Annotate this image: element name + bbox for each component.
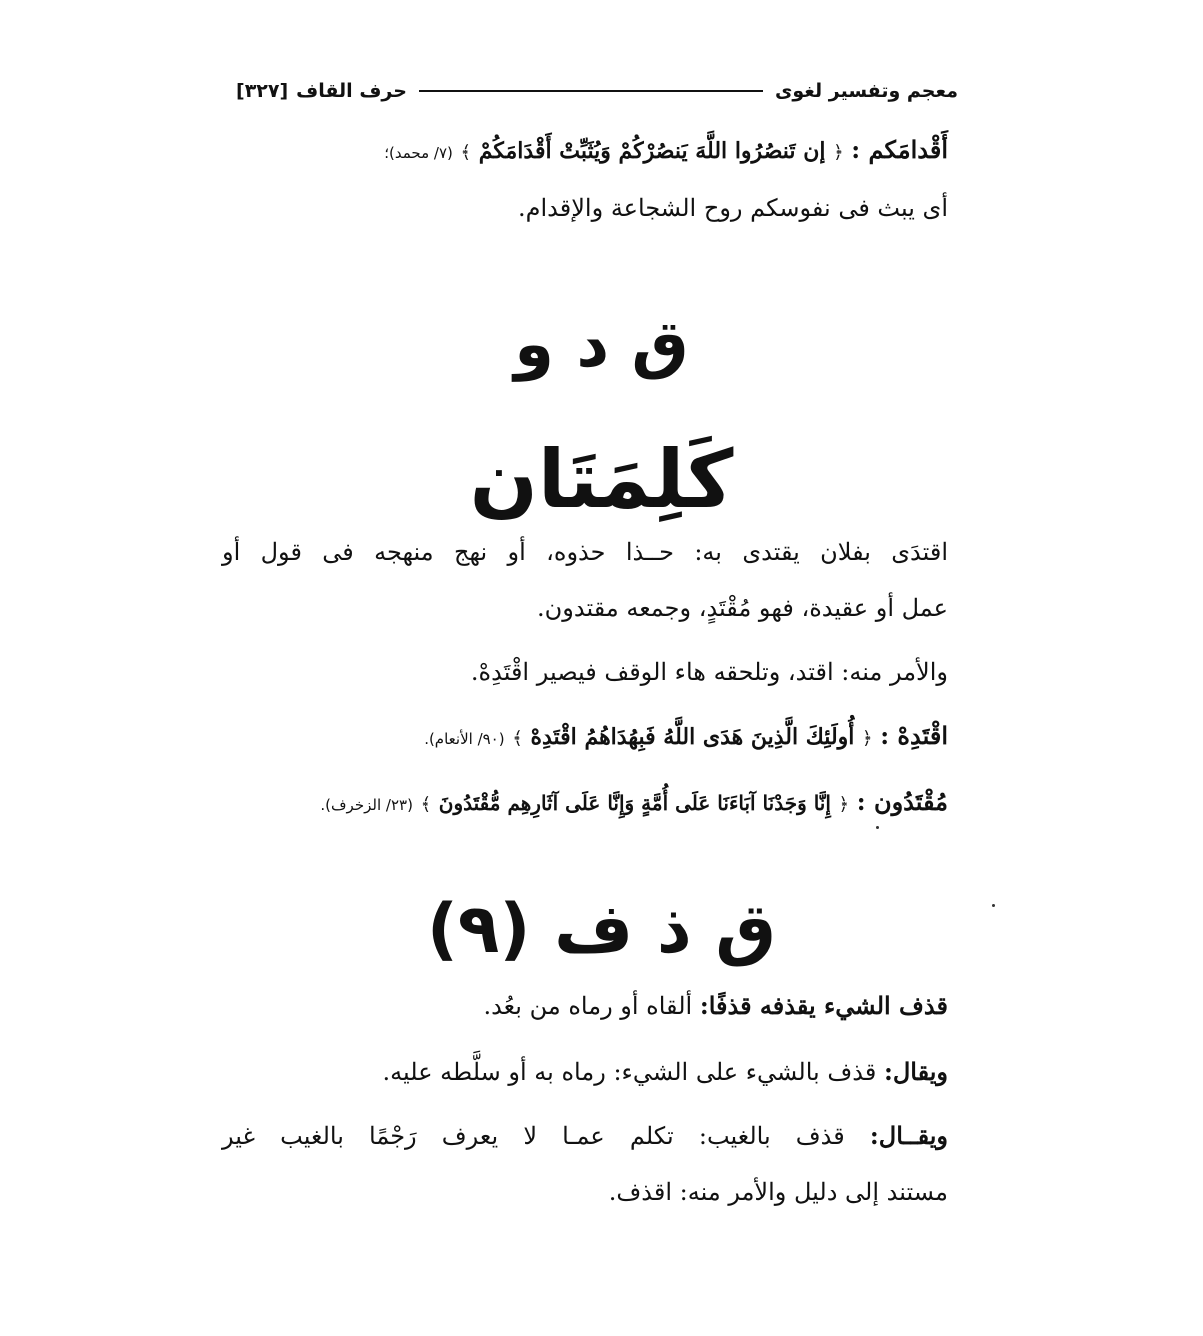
page-number: [٣٢٧]: [236, 80, 289, 102]
quran-quote-iqtadih: أُولَئِكَ الَّذِينَ هَدَى اللَّهُ فَبِهُدَاهُمُ اقْتَدِهْ: [530, 724, 855, 750]
root-word-count: كَلِمَتَان: [469, 433, 734, 526]
quran-bracket-close: ﴾: [420, 794, 432, 815]
headword-muqtadun: مُقْتَدُون :: [856, 787, 948, 816]
quran-bracket-open: ﴿: [838, 794, 850, 815]
qadhafa-line-1: [483, 986, 948, 1026]
qadhafa-head-1: قذف الشيء يقذفه قذفًا:: [699, 991, 948, 1020]
root-heading-qdhf: ق ذ ف (٩): [426, 890, 777, 969]
qadhafa-text-1: ألقاه أو رماه من بعُد.: [483, 992, 693, 1020]
quran-reference-muqtadun: (٢٣/ الزخرف).: [320, 796, 413, 814]
qadhafa-line-4: مستند إلى دليل والأمر منه: اقذف.: [608, 1178, 948, 1206]
headword-iqtadih: اقْتَدِهْ :: [880, 721, 948, 750]
entry-iqtadih: [424, 716, 948, 759]
entry-muqtadun: [320, 782, 948, 825]
section-title: حرف القاف: [296, 80, 407, 102]
entry-aqdamakum: [384, 130, 948, 173]
iqtada-line-1: اقتدَى بفلان يقتدى به: حــذا حذوه، أو نهج منهجه فى قول أو: [222, 538, 948, 566]
root-heading-qdw: ق د و: [514, 308, 689, 382]
qadhafa-text-3: قذف بالغيب: تكلم عمـا لا يعرف رَجْمًا بالغيب غير: [222, 1122, 845, 1150]
quran-quote-muqtadun: إِنَّا وَجَدْنَا آبَاءَنَا عَلَى أُمَّةٍ وَإِنَّا عَلَى آثَارِهِم مُّقْتَدُونَ: [438, 791, 831, 815]
iqtada-line-3: والأمر منه: اقتد، وتلحقه هاء الوقف فيصير اقْتَدِهْ.: [470, 658, 948, 686]
running-header: [236, 76, 958, 106]
quran-reference-iqtadih: (٩٠/ الأنعام).: [424, 730, 505, 748]
qadhafa-line-3: [222, 1116, 948, 1156]
header-rule: [419, 90, 763, 92]
scan-speck: [992, 904, 995, 907]
quran-bracket-open: ﴿: [862, 728, 873, 749]
quran-reference-aqdamakum: (٧/ محمد)؛: [384, 144, 453, 162]
qadhafa-text-2: قذف بالشيء على الشيء: رماه به أو سلَّطه عليه.: [382, 1058, 877, 1086]
quran-bracket-open: ﴿: [833, 142, 844, 163]
qadhafa-head-2: ويقال:: [883, 1057, 948, 1086]
headword-aqdamakum: أَقْدامَكم :: [851, 135, 948, 164]
qadhafa-head-3: ويقــال:: [869, 1121, 948, 1150]
iqtada-line-2: عمل أو عقيدة، فهو مُقْتَدٍ، وجمعه مقتدون.: [537, 594, 948, 622]
quran-quote-aqdamakum: إن تَنصُرُوا اللَّهَ يَنصُرْكُمْ وَيُثَبِّتْ أَقْدَامَكُمْ: [478, 138, 826, 164]
qadhafa-line-2: [383, 1052, 948, 1092]
quran-bracket-close: ﴾: [460, 142, 472, 163]
book-title: معجم وتفسير لغوى: [774, 80, 958, 102]
scan-speck: [876, 826, 879, 829]
quran-bracket-close: ﴾: [512, 728, 523, 749]
entry-aqdamakum-explanation: أى يبث فى نفوسكم روح الشجاعة والإقدام.: [518, 194, 948, 222]
